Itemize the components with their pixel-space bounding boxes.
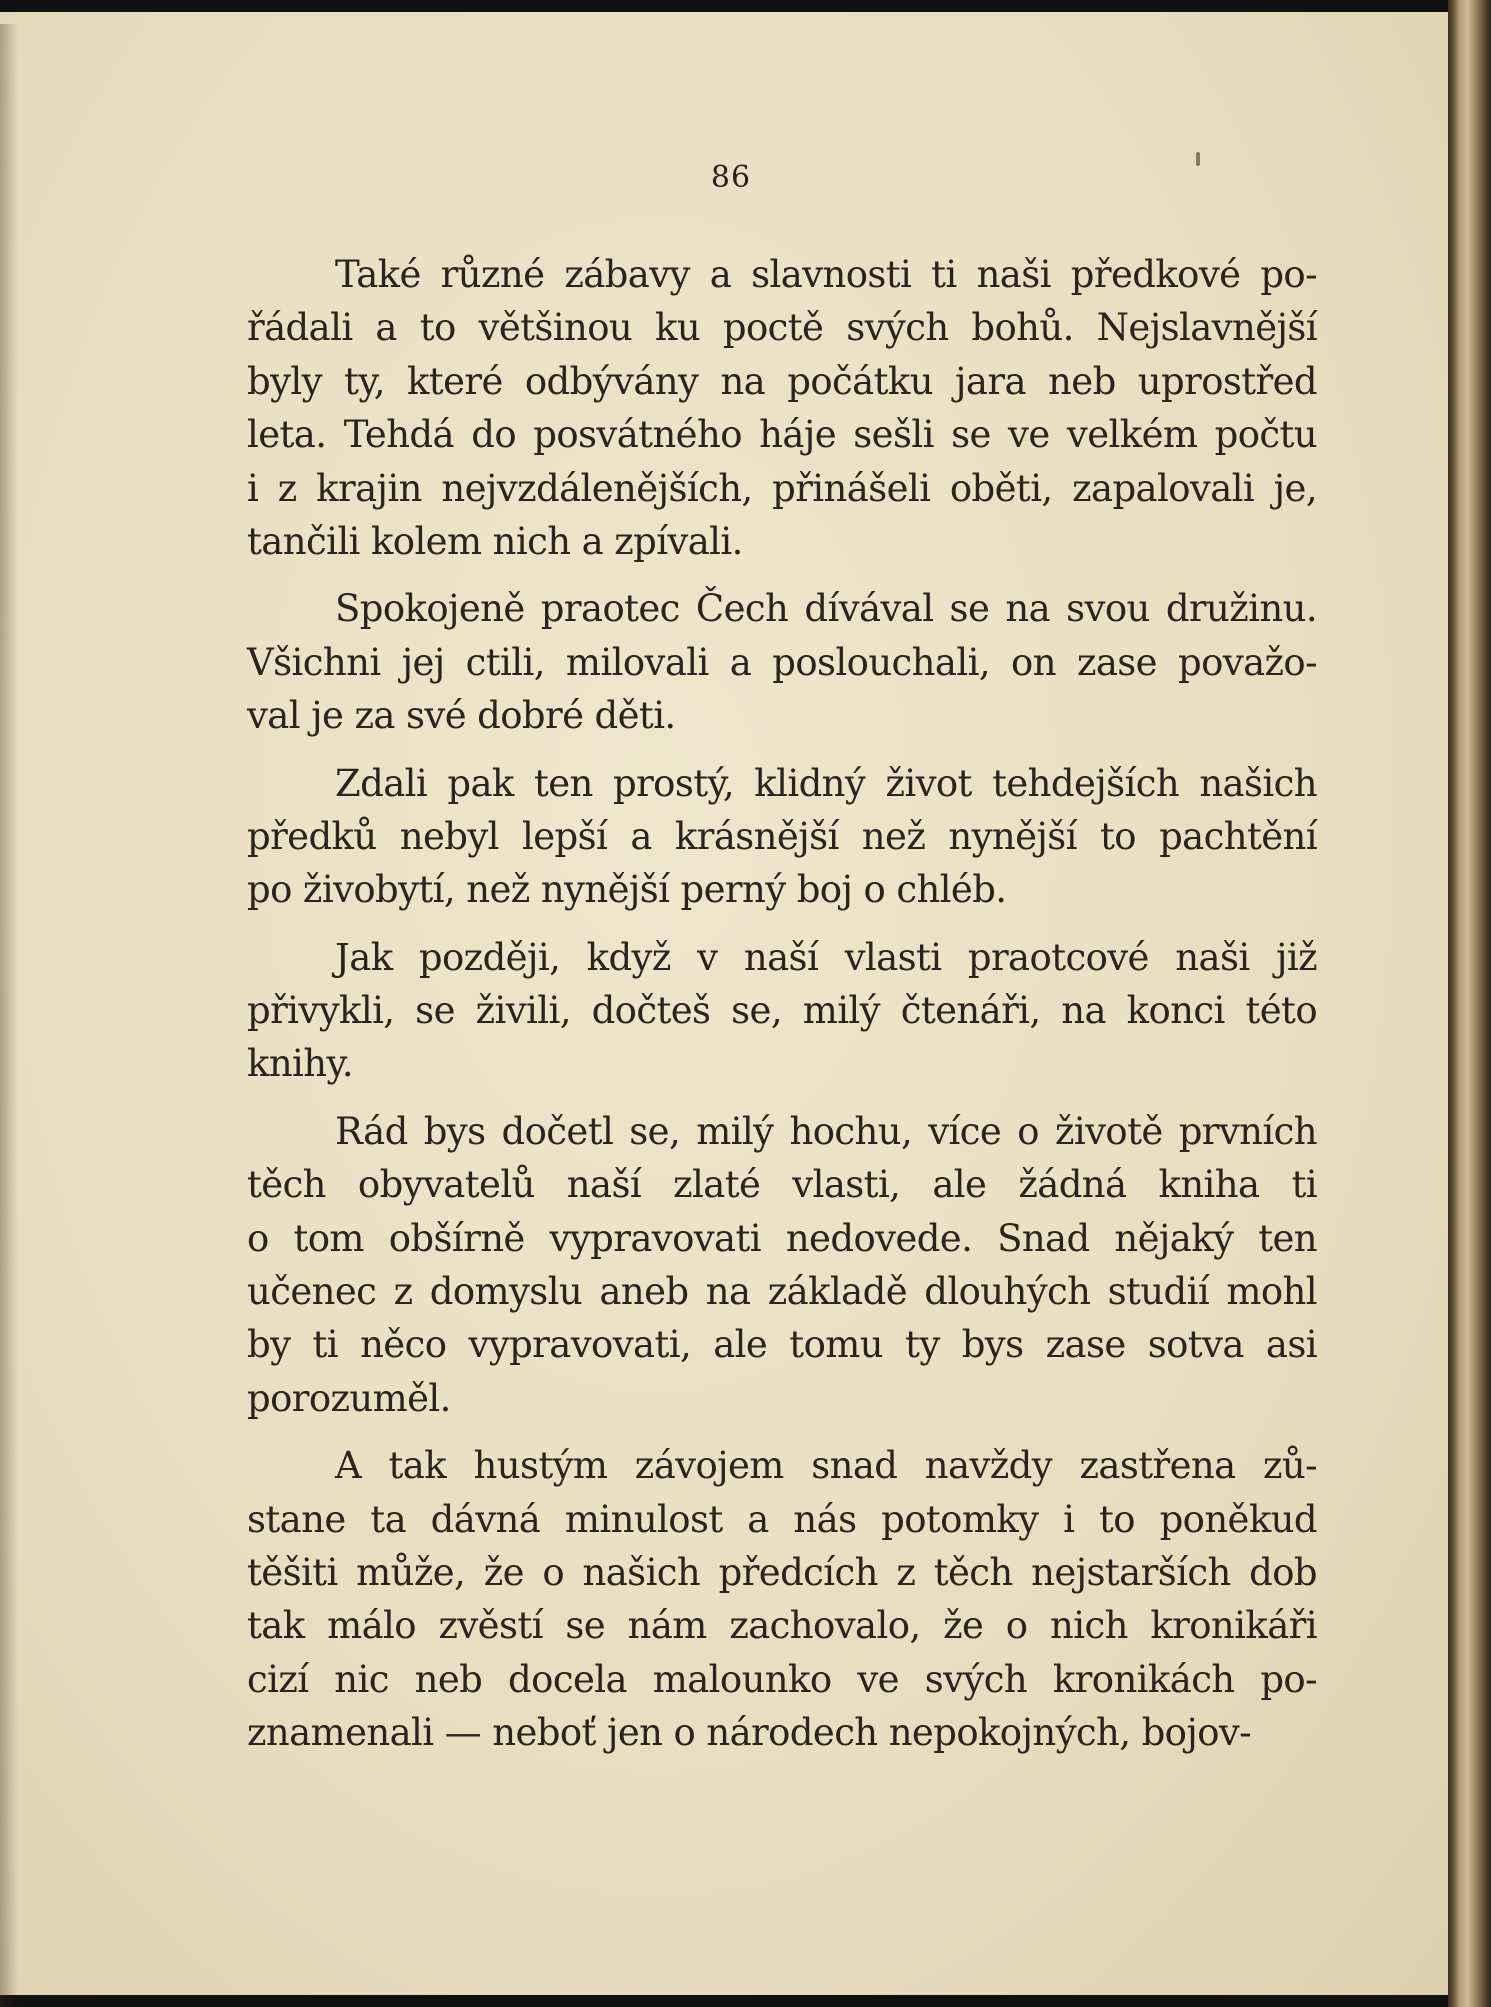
text-line: porozuměl. — [247, 1376, 451, 1420]
text-line: cizí nic neb docela malounko ve svých kronikách po- — [247, 1657, 1317, 1701]
paragraph-gap — [247, 1091, 1317, 1105]
paragraph — [247, 582, 1317, 742]
text-line: knihy. — [247, 1042, 354, 1086]
text-line: Jak později, když v naší vlasti praotcové naši již — [335, 935, 1317, 979]
text-line: těšiti může, že o našich předcích z těch nejstarších dob — [247, 1550, 1317, 1594]
text-line: těch obyvatelů naší zlaté vlasti, ale žádná kniha ti — [247, 1163, 1317, 1207]
paragraph — [247, 1105, 1317, 1425]
text-line: val je za své dobré děti. — [247, 694, 676, 738]
paragraph-gap — [247, 1425, 1317, 1439]
text-line: leta. Tehdá do posvátného háje sešli se ve velkém počtu — [247, 413, 1317, 457]
paragraph — [247, 1439, 1317, 1759]
text-line: Spokojeně praotec Čech dívával se na svou družinu. — [335, 587, 1317, 631]
text-line: i z krajin nejvzdálenějších, přinášeli oběti, zapalovali je, — [247, 466, 1317, 510]
text-line: stane ta dávná minulost a nás potomky i to poněkud — [247, 1497, 1317, 1541]
paragraph — [247, 931, 1317, 1091]
text-line: tak málo zvěstí se nám zachovalo, že o nich kronikáři — [247, 1604, 1317, 1648]
text-line: po živobytí, než nynější perný boj o chléb. — [247, 868, 1007, 912]
text-line: učenec z domyslu aneb na základě dlouhých studií mohl — [247, 1270, 1317, 1314]
text-line: Všichni jej ctili, milovali a poslouchali, on zase považo- — [247, 640, 1317, 684]
text-line: řádali a to většinou ku poctě svých bohů. Nejslavnější — [247, 306, 1317, 350]
book-fore-edge — [1448, 0, 1491, 2007]
paragraph — [247, 757, 1317, 917]
body-text — [247, 248, 1317, 1760]
text-line: předků nebyl lepší a krásnější než nynější to pachtění — [247, 814, 1317, 858]
text-line: Také různé zábavy a slavnosti ti naši předkové po- — [335, 253, 1317, 296]
book-page — [0, 12, 1462, 1995]
text-line: by ti něco vypravovati, ale tomu ty bys zase sotva asi — [247, 1323, 1317, 1367]
spine-shadow — [0, 24, 18, 2007]
text-line: byly ty, které odbývány na počátku jara neb uprostřed — [247, 359, 1317, 403]
text-line: o tom obšírně vypravovati nedovede. Snad nějaký ten — [247, 1216, 1317, 1260]
text-line: znamenali — neboť jen o národech nepokojných, bojov- — [247, 1711, 1252, 1755]
text-line: Zdali pak ten prostý, klidný život tehdejších našich — [335, 761, 1317, 805]
text-line: Rád bys dočetl se, milý hochu, více o životě prvních — [335, 1109, 1317, 1153]
text-line: A tak hustým závojem snad navždy zastřena zů- — [335, 1444, 1317, 1488]
text-line: tančili kolem nich a zpívali. — [247, 519, 743, 563]
paragraph-gap — [247, 743, 1317, 757]
paragraph — [247, 248, 1317, 568]
paragraph-gap — [247, 917, 1317, 931]
page-number: 86 — [710, 160, 752, 195]
text-line: přivykli, se živili, dočteš se, milý čtenáři, na konci této — [247, 989, 1317, 1033]
paragraph-gap — [247, 568, 1317, 582]
